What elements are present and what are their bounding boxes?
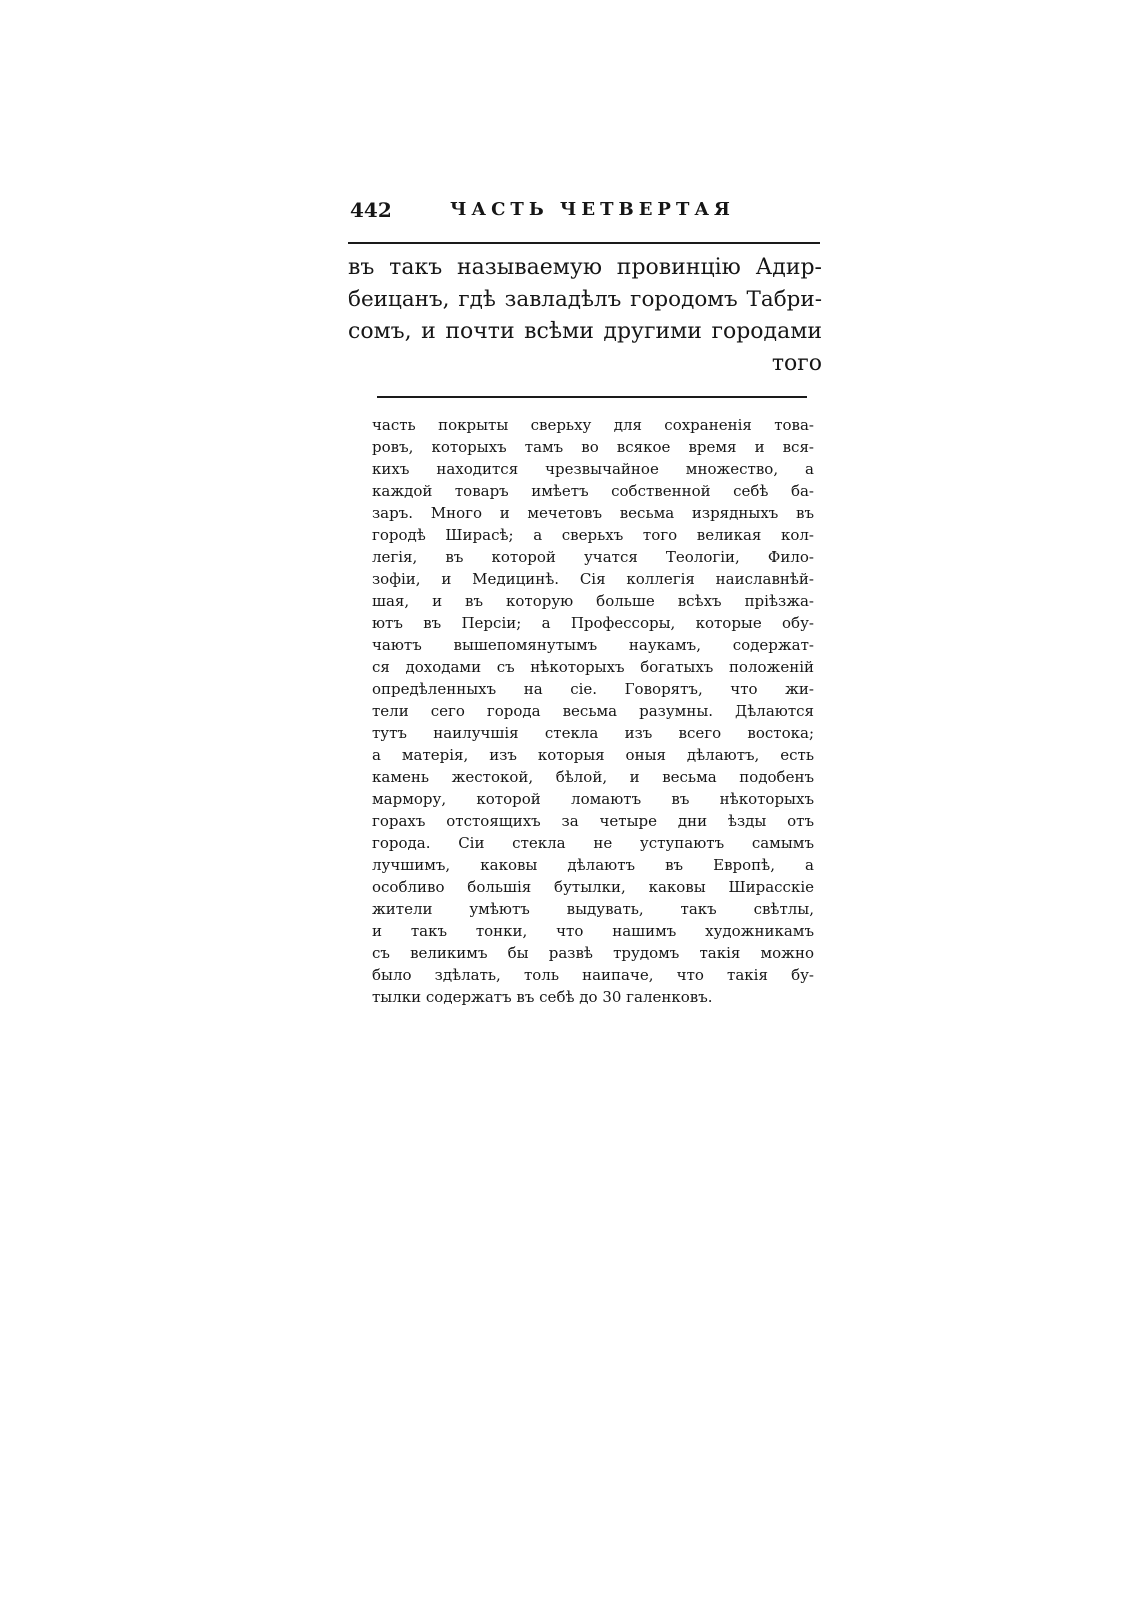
footnote-block bbox=[372, 414, 814, 1008]
footnote-line: городѣ Ширасѣ; а сверьхъ того великая кол- bbox=[372, 526, 814, 544]
footnote-line: и такъ тонки, что нашимъ художникамъ bbox=[372, 922, 814, 940]
catchword: того bbox=[771, 351, 822, 376]
main-text-block bbox=[348, 252, 822, 380]
running-title: ЧАСТЬ ЧЕТВЕРТАЯ bbox=[450, 199, 735, 220]
footnote-line: часть покрыты сверьху для сохраненія това- bbox=[372, 416, 814, 434]
footnote-line: камень жестокой, бѣлой, и весьма подобенъ bbox=[372, 768, 814, 786]
footnote-line: ютъ въ Персіи; а Профессоры, которые обу- bbox=[372, 614, 814, 632]
footnote-line: шая, и въ которую больше всѣхъ пріѣзжа- bbox=[372, 592, 814, 610]
footnote-line: тели сего города весьма разумны. Дѣлаются bbox=[372, 702, 814, 720]
page-header bbox=[350, 196, 820, 224]
footnote-line: города. Сіи стекла не уступаютъ самымъ bbox=[372, 834, 814, 852]
header-rule bbox=[348, 242, 820, 244]
footnote-line: мармору, которой ломаютъ въ нѣкоторыхъ bbox=[372, 790, 814, 808]
footnote-line: ровъ, которыхъ тамъ во всякое время и вся- bbox=[372, 438, 814, 456]
footnote-line: легія, въ которой учатся Теологіи, Фило- bbox=[372, 548, 814, 566]
footnote-line: чаютъ вышепомянутымъ наукамъ, содержат- bbox=[372, 636, 814, 654]
footnote-line: жители умѣютъ выдувать, такъ свѣтлы, bbox=[372, 900, 814, 918]
footnote-separator-rule bbox=[377, 396, 807, 398]
footnote-line: опредѣленныхъ на сіе. Говорятъ, что жи- bbox=[372, 680, 814, 698]
footnote-line: было здѣлать, толь наипаче, что такія бу- bbox=[372, 966, 814, 984]
footnote-line: а матерія, изъ которыя оныя дѣлаютъ, есть bbox=[372, 746, 814, 764]
main-text-line: въ такъ называемую провинцію Адир- bbox=[348, 255, 822, 280]
footnote-line: кихъ находится чрезвычайное множество, а bbox=[372, 460, 814, 478]
footnote-line: зофіи, и Медицинѣ. Сія коллегія наиславнѣй- bbox=[372, 570, 814, 588]
footnote-line: тылки содержатъ въ себѣ до 30 галенковъ. bbox=[372, 988, 713, 1006]
main-text-line: сомъ, и почти всѣми другими городами bbox=[348, 319, 822, 344]
footnote-line: каждой товаръ имѣетъ собственной себѣ ба- bbox=[372, 482, 814, 500]
footnote-line: тутъ наилучшія стекла изъ всего востока; bbox=[372, 724, 814, 742]
footnote-line: особливо большія бутылки, каковы Ширасскіе bbox=[372, 878, 814, 896]
footnote-line: горахъ отстоящихъ за четыре дни ѣзды отъ bbox=[372, 812, 814, 830]
footnote-line: лучшимъ, каковы дѣлаютъ въ Европѣ, а bbox=[372, 856, 814, 874]
footnote-line: ся доходами съ нѣкоторыхъ богатыхъ положеній bbox=[372, 658, 814, 676]
page-number: 442 bbox=[350, 198, 392, 222]
main-text-line: беицанъ, гдѣ завладѣлъ городомъ Табри- bbox=[348, 287, 822, 312]
footnote-line: заръ. Много и мечетовъ весьма изрядныхъ въ bbox=[372, 504, 814, 522]
footnote-line: съ великимъ бы развѣ трудомъ такія можно bbox=[372, 944, 814, 962]
